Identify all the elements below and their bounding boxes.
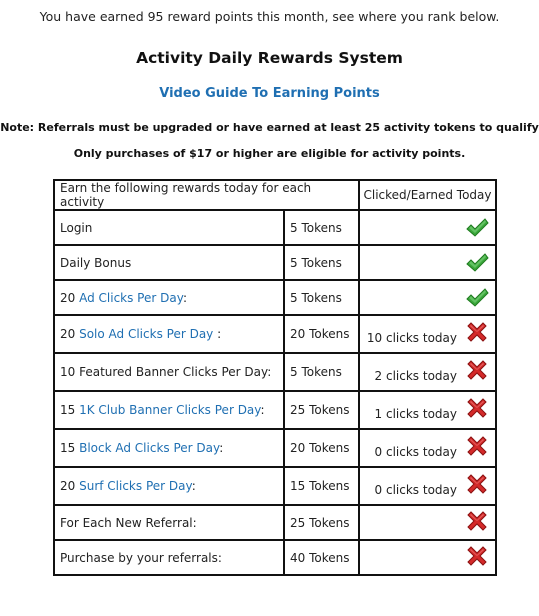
tokens-cell: 15 Tokens: [284, 467, 359, 505]
tokens-cell: 20 Tokens: [284, 315, 359, 353]
activity-cell: [54, 391, 284, 429]
activity-text: Login: [60, 220, 93, 235]
status-cell: [359, 280, 496, 315]
cross-icon: [465, 396, 489, 420]
check-icon: [465, 216, 489, 240]
activity-cell: [54, 280, 284, 315]
tokens-cell: 5 Tokens: [284, 210, 359, 245]
cross-icon: [465, 544, 489, 568]
status-cell: [359, 245, 496, 280]
purchase-note: Only purchases of $17 or higher are eligible for activity points.: [73, 147, 466, 160]
tokens-cell: 5 Tokens: [284, 280, 359, 315]
status-cell: [359, 210, 496, 245]
status-cell: [359, 467, 496, 505]
clicks-today-text: 10 clicks today: [366, 331, 457, 345]
activity-cell: [54, 505, 284, 540]
activity-cell: [54, 315, 284, 353]
activity-suffix: :: [182, 290, 187, 305]
referral-note: Note: Referrals must be upgraded or have earned at least 25 activity tokens to qualify: [0, 121, 539, 134]
activity-text: For Each New Referral:: [60, 515, 197, 530]
activity-suffix: :: [191, 479, 196, 493]
table-row: [54, 540, 496, 575]
tokens-cell: 5 Tokens: [284, 245, 359, 280]
check-icon: [465, 286, 489, 310]
status-cell: [359, 429, 496, 467]
activity-text: 20: [60, 479, 80, 493]
activity-text: 10 Featured Banner Clicks Per Day:: [60, 365, 272, 379]
tokens-cell: 25 Tokens: [284, 505, 359, 540]
video-guide-line: [0, 86, 539, 101]
reward-points-summary: You have earned 95 reward points this month, see where you rank below.: [39, 9, 500, 24]
table-row: [54, 315, 496, 353]
table-row: [54, 391, 496, 429]
status-cell: [359, 540, 496, 575]
table-header-row: [54, 180, 496, 210]
activity-text: Daily Bonus: [60, 255, 132, 270]
table-row: [54, 280, 496, 315]
tokens-cell: 20 Tokens: [284, 429, 359, 467]
status-cell: [359, 315, 496, 353]
cross-icon: [465, 509, 489, 533]
status-cell: [359, 353, 496, 391]
clicks-today-text: 0 clicks today: [374, 445, 457, 459]
activity-link[interactable]: Solo Ad Clicks Per Day: [79, 327, 214, 341]
table-row: [54, 429, 496, 467]
cross-icon: [465, 434, 489, 458]
tokens-cell: 40 Tokens: [284, 540, 359, 575]
table-row: [54, 245, 496, 280]
activity-cell: [54, 540, 284, 575]
activity-cell: [54, 353, 284, 391]
table-row: [54, 353, 496, 391]
rewards-table: [53, 179, 497, 576]
clicks-today-text: 2 clicks today: [374, 369, 457, 383]
activity-cell: [54, 467, 284, 505]
video-guide-link[interactable]: Video Guide To Earning Points: [159, 86, 380, 101]
activity-cell: [54, 429, 284, 467]
activity-link[interactable]: Ad Clicks Per Day: [79, 290, 183, 305]
cross-icon: [465, 358, 489, 382]
page-title: Activity Daily Rewards System: [136, 49, 403, 67]
activity-suffix: :: [219, 441, 224, 455]
activity-text: 20: [60, 290, 80, 305]
cross-icon: [465, 320, 489, 344]
cross-icon: [465, 472, 489, 496]
activity-text: Purchase by your referrals:: [60, 550, 222, 565]
table-row: [54, 505, 496, 540]
clicks-today-text: 1 clicks today: [374, 407, 457, 421]
tokens-cell: 25 Tokens: [284, 391, 359, 429]
status-cell: [359, 505, 496, 540]
table-row: [54, 467, 496, 505]
activity-suffix: :: [260, 403, 265, 417]
activity-link[interactable]: 1K Club Banner Clicks Per Day: [79, 403, 261, 417]
activity-text: 15: [60, 441, 80, 455]
check-icon: [465, 251, 489, 275]
activity-text: 20: [60, 327, 80, 341]
activity-text: 15: [60, 403, 80, 417]
activity-suffix: :: [213, 327, 222, 341]
activity-cell: [54, 245, 284, 280]
clicks-today-text: 0 clicks today: [374, 483, 457, 497]
header-activity: Earn the following rewards today for each activity: [54, 180, 359, 210]
table-row: [54, 210, 496, 245]
activity-link[interactable]: Surf Clicks Per Day: [79, 479, 192, 493]
activity-link[interactable]: Block Ad Clicks Per Day: [79, 441, 220, 455]
tokens-cell: 5 Tokens: [284, 353, 359, 391]
status-cell: [359, 391, 496, 429]
activity-cell: [54, 210, 284, 245]
header-status: Clicked/Earned Today: [359, 180, 496, 210]
